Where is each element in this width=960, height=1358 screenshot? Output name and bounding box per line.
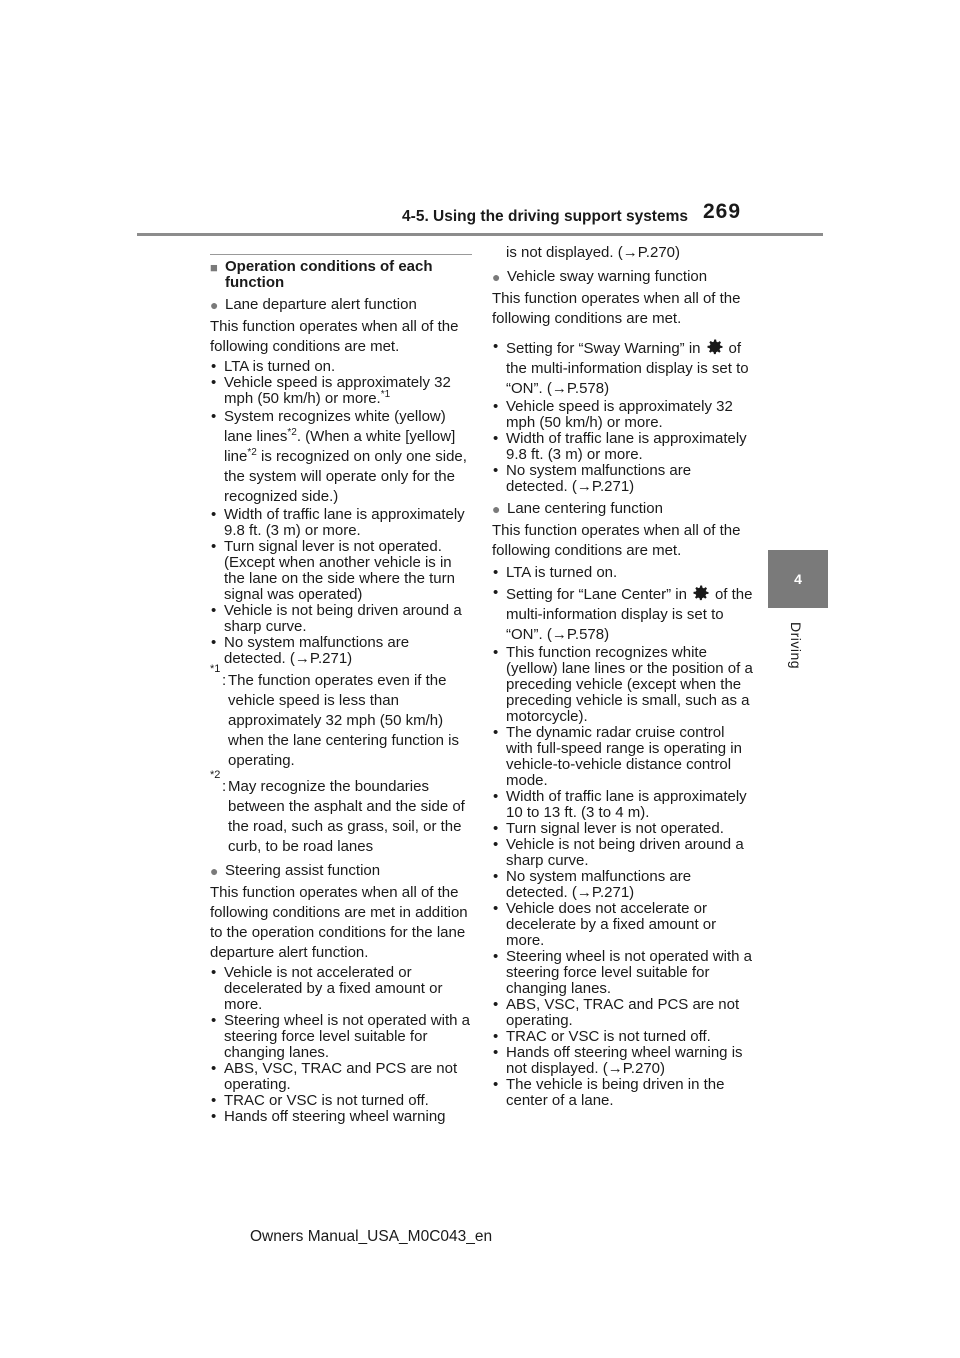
subheading-sway-warning: ● Vehicle sway warning function xyxy=(492,268,708,285)
list-item: • Vehicle is not being driven around a sharp curve. xyxy=(492,837,754,869)
subheading-lane-departure: ● Lane departure alert function xyxy=(210,296,417,313)
footnote-ref[interactable]: *2 xyxy=(287,427,297,438)
footnote-ref[interactable]: *2 xyxy=(247,447,257,458)
list-item: • Width of traffic lane is approximately 10 to 13 ft. (3 to 4 m). xyxy=(492,789,754,821)
section-rule xyxy=(210,254,472,255)
list-item: • This function recognizes white (yellow) lane lines or the position of a preceding vehicle (except when the preceding vehicle is small, such as a motorcycle). xyxy=(492,645,754,725)
footnote-text: The function operates even if the vehicle speed is less than approximately 32 mph (50 km/h) when the lane centering function is operating. xyxy=(228,672,459,769)
arrow-icon: → xyxy=(551,626,567,643)
list-item: • ABS, VSC, TRAC and PCS are not operating. xyxy=(492,997,754,1029)
list-item: • Hands off steering wheel warning is not displayed. (→P.270) xyxy=(492,1045,754,1077)
circle-bullet-icon: ● xyxy=(492,501,501,517)
condition-list xyxy=(210,359,472,667)
list-item: • Turn signal lever is not operated. (Except when another vehicle is in the lane on the side where the turn signal was operated) xyxy=(210,539,472,603)
footnote-1: *1 : The function operates even if the vehicle speed is less than approximately 32 mph (50 km/h) when the lane centering function is operating. xyxy=(210,663,459,769)
list-item: • Width of traffic lane is approximately 9.8 ft. (3 m) or more. xyxy=(492,431,754,463)
footnote-text: May recognize the boundaries between the asphalt and the side of the road, such as grass, soil, or the curb, to be road lanes xyxy=(228,778,465,855)
list-item: • The vehicle is being driven in the center of a lane. xyxy=(492,1077,754,1109)
continued-text: is not displayed. (→P.270) xyxy=(506,244,680,261)
subheading-steering-assist: ● Steering assist function xyxy=(210,862,381,879)
list-item: • Turn signal lever is not operated. xyxy=(492,821,754,837)
list-item: • Width of traffic lane is approximately 9.8 ft. (3 m) or more. xyxy=(210,507,472,539)
condition-list xyxy=(492,563,754,1109)
circle-bullet-icon: ● xyxy=(492,269,501,285)
list-item: • LTA is turned on. xyxy=(492,563,754,583)
list-item: • LTA is turned on. xyxy=(210,359,472,375)
list-item: • Setting for “Sway Warning” in of the multi-information display is set to “ON”. (→P.578) xyxy=(492,337,754,399)
paragraph: This function operates when all of the following conditions are met. xyxy=(492,290,741,327)
list-item: • TRAC or VSC is not turned off. xyxy=(210,1093,472,1109)
condition-list xyxy=(210,965,472,1125)
chapter-label: Driving xyxy=(788,622,804,670)
list-item: • Vehicle is not being driven around a sharp curve. xyxy=(210,603,472,635)
list-item: • Vehicle speed is approximately 32 mph (50 km/h) or more. xyxy=(492,399,754,431)
section-header-title: 4-5. Using the driving support systems xyxy=(402,208,688,225)
gear-icon xyxy=(705,337,725,357)
page-ref-link[interactable]: P.271) xyxy=(591,478,635,495)
list-item: • TRAC or VSC is not turned off. xyxy=(492,1029,754,1045)
list-item: • Steering wheel is not operated with a steering force level suitable for changing lanes. xyxy=(492,949,754,997)
arrow-icon: → xyxy=(294,650,310,667)
list-item: • Setting for “Lane Center” in of the multi-information display is set to “ON”. (→P.578) xyxy=(492,583,754,645)
list-item: • The dynamic radar cruise control with full-speed range is operating in vehicle-to-vehicle distance control mode. xyxy=(492,725,754,789)
condition-list xyxy=(492,337,754,495)
paragraph: This function operates when all of the following conditions are met. xyxy=(492,522,741,559)
page-ref-link[interactable]: P.578) xyxy=(566,380,610,397)
list-item: • No system malfunctions are detected. (→P.271) xyxy=(492,869,754,901)
list-item: • Hands off steering wheel warning xyxy=(210,1109,472,1125)
list-item: • ABS, VSC, TRAC and PCS are not operating. xyxy=(210,1061,472,1093)
arrow-icon: → xyxy=(576,884,592,901)
left-column xyxy=(210,254,472,1129)
subheading-lane-centering: ● Lane centering function xyxy=(492,500,663,517)
footer-manual-id: Owners Manual_USA_M0C043_en xyxy=(250,1228,493,1245)
list-item: • Vehicle does not accelerate or decelerate by a fixed amount or more. xyxy=(492,901,754,949)
gear-icon xyxy=(691,583,711,603)
section-heading xyxy=(210,259,472,291)
circle-bullet-icon: ● xyxy=(210,297,219,313)
page-ref-link[interactable]: P.270) xyxy=(622,1060,665,1077)
arrow-icon: → xyxy=(576,478,592,495)
section-heading-text: Operation conditions of each function xyxy=(225,258,433,291)
paragraph: This function operates when all of the following conditions are met. xyxy=(210,318,459,355)
circle-bullet-icon: ● xyxy=(210,863,219,879)
list-item: • Vehicle speed is approximately 32 mph (50 km/h) or more.$^{*1}$ xyxy=(210,375,472,407)
page-ref-link[interactable]: P.270) xyxy=(637,244,680,261)
page-ref-link[interactable]: P.271) xyxy=(591,884,635,901)
square-bullet-icon: ■ xyxy=(210,260,218,275)
list-item: • Steering wheel is not operated with a steering force level suitable for changing lanes. xyxy=(210,1013,472,1061)
chapter-tab[interactable]: 4 xyxy=(768,550,828,608)
footnote-2: *2 : May recognize the boundaries between the asphalt and the side of the road, such as grass, soil, or the curb, to be road lanes xyxy=(210,769,465,855)
list-item: • No system malfunctions are detected. (→P.271) xyxy=(210,635,472,667)
page-number: 269 xyxy=(703,200,742,223)
arrow-icon: → xyxy=(551,380,567,397)
arrow-icon: → xyxy=(607,1060,623,1077)
page-ref-link[interactable]: P.271) xyxy=(309,650,353,667)
list-item: • Vehicle is not accelerated or decelerated by a fixed amount or more. xyxy=(210,965,472,1013)
page-ref-link[interactable]: P.578) xyxy=(566,626,610,643)
arrow-icon: → xyxy=(622,244,638,261)
list-item: • System recognizes white (yellow) lane lines$^{*2}$. (When a white [yellow] line$^{*2}$ is recognized on only one side, the system will operate only for the recognized side.) xyxy=(210,407,472,507)
right-column xyxy=(492,243,754,1113)
paragraph: This function operates when all of the following conditions are met in addition to the operation conditions for the lane departure alert function. xyxy=(210,884,468,961)
list-item: • No system malfunctions are detected. (→P.271) xyxy=(492,463,754,495)
header-rule xyxy=(137,233,823,236)
footnote-ref[interactable]: *1 xyxy=(380,389,391,400)
